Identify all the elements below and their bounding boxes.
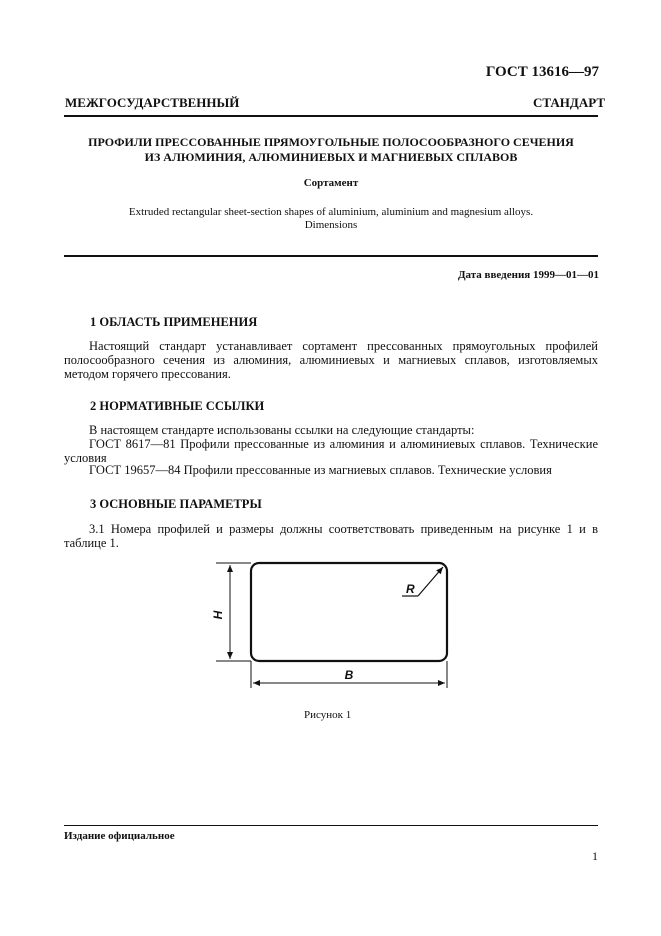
english-title-line-1: Extruded rectangular sheet-section shapes of aluminium, aluminium and magnesium alloys. — [128, 206, 534, 218]
section-1-text: Настоящий стандарт устанавливает сортамент прессованных прямоугольных профилей полосообразного сечения из алюминия, алюминиевых и магниевых сплавов, изготовляемых методом горячего прессования. — [64, 339, 598, 381]
english-title-line-2: Dimensions — [304, 219, 358, 231]
title-line-2: ИЗ АЛЮМИНИЯ, АЛЮМИНИЕВЫХ И МАГНИЕВЫХ СПЛАВОВ — [144, 150, 518, 164]
edition-note: Издание официальное — [64, 830, 175, 842]
standard-banner: МЕЖГОСУДАРСТВЕННЫЙ СТАНДАРТ — [65, 95, 605, 110]
page-number: 1 — [592, 849, 598, 863]
r-leader-line — [418, 567, 443, 596]
document-id: ГОСТ 13616—97 — [485, 64, 599, 80]
section-2-heading: 2 НОРМАТИВНЫЕ ССЫЛКИ — [90, 399, 265, 413]
intro-date: Дата введения 1999—01—01 — [457, 269, 599, 281]
footer-rule — [64, 825, 598, 826]
profile-rectangle — [251, 563, 447, 661]
section-3-text: 3.1 Номера профилей и размеры должны соответствовать приведенным на рисунке 1 и в таблице 1. — [64, 522, 598, 550]
label-h: H — [211, 610, 225, 620]
section-2-ref-1: ГОСТ 8617—81 Профили прессованные из алюминия и алюминиевых сплавов. Технические условия — [64, 437, 598, 465]
title-rule — [64, 255, 598, 257]
section-2-intro: В настоящем стандарте использованы ссылки на следующие стандарты: — [89, 423, 475, 437]
section-1-heading: 1 ОБЛАСТЬ ПРИМЕНЕНИЯ — [90, 315, 258, 329]
section-3-heading: 3 ОСНОВНЫЕ ПАРАМЕТРЫ — [90, 497, 262, 511]
label-r: R — [406, 582, 415, 596]
figure-1-caption: Рисунок 1 — [304, 709, 352, 721]
label-b: B — [344, 668, 354, 682]
header-rule — [64, 115, 598, 117]
title-line-1: ПРОФИЛИ ПРЕССОВАННЫЕ ПРЯМОУГОЛЬНЫЕ ПОЛОСООБРАЗНОГО СЕЧЕНИЯ — [88, 135, 574, 149]
subtitle: Сортамент — [303, 177, 359, 189]
section-2-ref-2: ГОСТ 19657—84 Профили прессованные из магниевых сплавов. Технические условия — [89, 463, 552, 477]
figure-1-drawing — [200, 555, 470, 695]
